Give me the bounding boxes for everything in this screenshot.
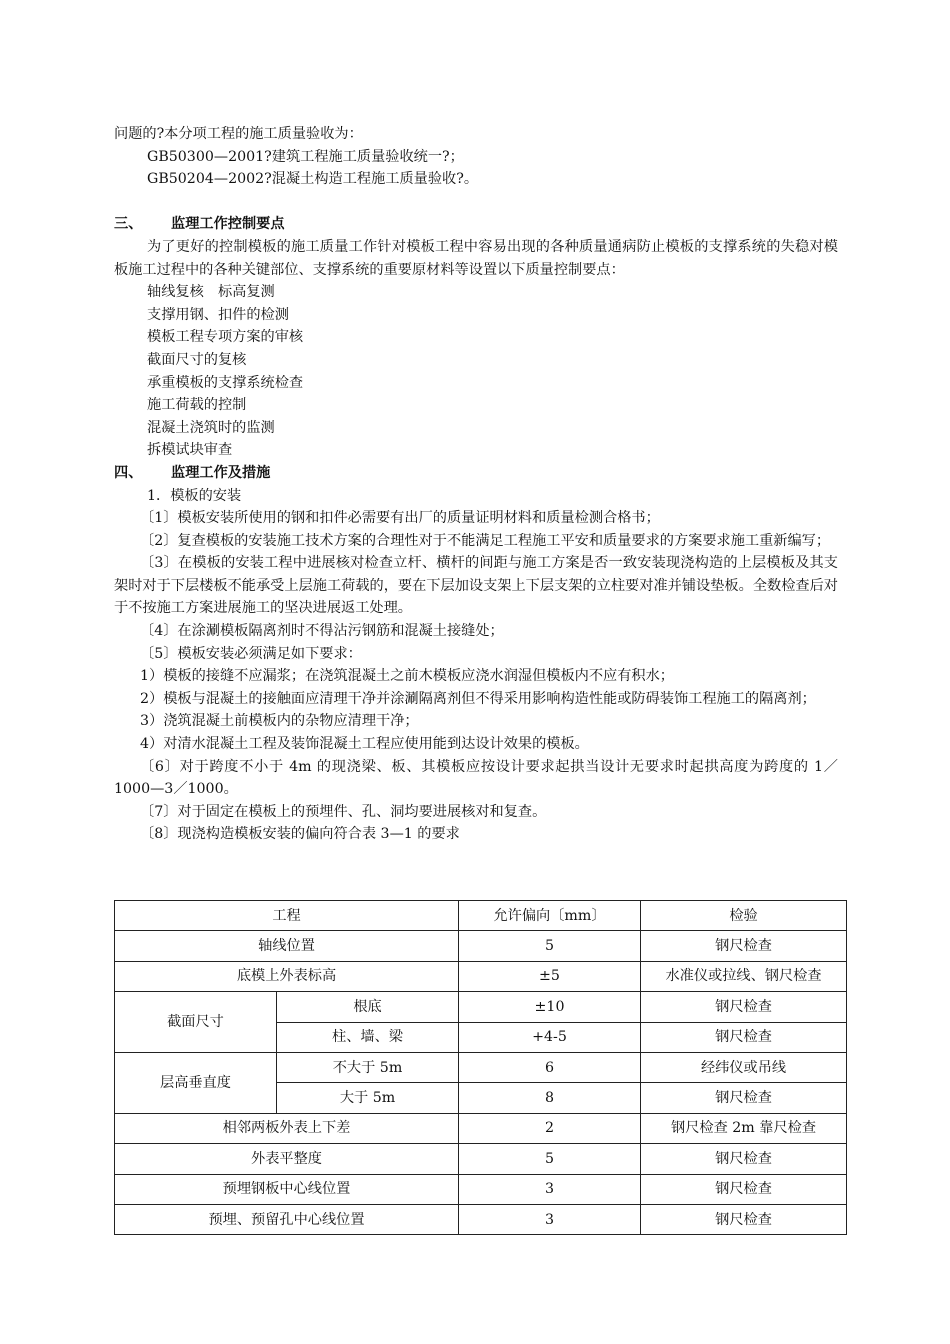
cell-check: 钢尺检查	[641, 1174, 847, 1204]
table-row	[115, 992, 847, 1022]
requirement-item: 3）浇筑混凝土前模板内的杂物应清理干净；	[140, 713, 419, 730]
tolerance-table	[114, 900, 847, 1235]
header-item: 工程	[115, 901, 459, 931]
table-row	[115, 1113, 847, 1143]
section-3-paragraph: 为了更好的控制模板的施工质量工作针对模板工程中容易出现的各种质量通病防止模板的支撑系统的失稳对模板施工过程中的各种关键部位、支撑系统的重要原材料等设置以下质量控制要点：	[114, 238, 838, 278]
cell-item: 预埋、预留孔中心线位置	[115, 1204, 459, 1234]
section-4-heading	[114, 462, 838, 485]
document-body	[114, 123, 838, 846]
cell-tolerance: 6	[459, 1052, 641, 1082]
cell-group: 层高垂直度	[115, 1052, 277, 1113]
measure-item: 〔3〕在模板的安装工程中进展核对检查立杆、横杆的间距与施工方案是否一致安装现浇构造的上层模板及其支架时对于下层楼板不能承受上层施工荷载的，要在下层加设支架上下层支架的立柱要对准并铺设垫板。全数检查后对于不按施工方案进展施工的坚决进展返工处理。	[114, 555, 838, 617]
measure-item: 〔4〕在涂涮模板隔离剂时不得沾污钢筋和混凝土接缝处；	[140, 623, 504, 640]
control-point: 承重模板的支撑系统检查	[147, 374, 304, 391]
section-4-number: 四、	[114, 464, 143, 481]
cell-sub-item: 柱、墙、梁	[277, 1022, 459, 1052]
header-tolerance: 允许偏向〔mm〕	[459, 901, 641, 931]
cell-tolerance: 2	[459, 1113, 641, 1143]
control-point: 拆模试块审查	[147, 442, 233, 459]
cell-item: 相邻两板外表上下差	[115, 1113, 459, 1143]
table-row	[115, 961, 847, 991]
cell-sub-item: 大于 5m	[277, 1083, 459, 1113]
section-3-heading	[114, 213, 838, 236]
cell-item: 轴线位置	[115, 931, 459, 961]
table-row	[115, 1052, 847, 1082]
cell-tolerance: +4-5	[459, 1022, 641, 1052]
requirement-item: 1）模板的接缝不应漏浆；在浇筑混凝土之前木模板应浇水润湿但模板内不应有积水；	[140, 668, 674, 685]
cell-check: 水准仪或拉线、钢尺检查	[641, 961, 847, 991]
table-header-row	[115, 901, 847, 931]
measure-item: 〔7〕对于固定在模板上的预埋件、孔、洞均要进展核对和复查。	[140, 803, 547, 820]
cell-check: 钢尺检查	[641, 1144, 847, 1174]
cell-group: 截面尺寸	[115, 992, 277, 1053]
cell-tolerance: 5	[459, 1144, 641, 1174]
table-row	[115, 931, 847, 961]
measure-item: 〔2〕复查模板的安装施工技术方案的合理性对于不能满足工程施工平安和质量要求的方案要求施工重新编写；	[140, 532, 831, 549]
control-point: 混凝土浇筑时的监测	[147, 419, 275, 436]
cell-check: 经纬仪或吊线	[641, 1052, 847, 1082]
table-row	[115, 1174, 847, 1204]
section-3-number: 三、	[114, 216, 143, 233]
cell-tolerance: 5	[459, 931, 641, 961]
cell-tolerance: 8	[459, 1083, 641, 1113]
cell-check: 钢尺检查	[641, 1022, 847, 1052]
cell-check: 钢尺检查 2m 靠尺检查	[641, 1113, 847, 1143]
control-point: 截面尺寸的复核	[147, 351, 247, 368]
table-row	[115, 1204, 847, 1234]
header-check: 检验	[641, 901, 847, 931]
measure-item: 〔6〕对于跨度不小于 4m 的现浇梁、板、其模板应按设计要求起拱当设计无要求时起拱高度为跨度的 1／1000—3／1000。	[114, 758, 838, 798]
cell-item: 底模上外表标高	[115, 961, 459, 991]
measure-item: 〔8〕现浇构造模板安装的偏向符合表 3—1 的要求	[140, 826, 460, 843]
intro-line: 问题的?本分项工程的施工质量验收为：	[114, 126, 363, 142]
requirement-item: 2）模板与混凝土的接触面应清理干净并涂涮隔离剂但不得采用影响构造性能或防碍装饰工程施工的隔离剂；	[140, 690, 816, 707]
cell-check: 钢尺检查	[641, 992, 847, 1022]
section-3-title: 监理工作控制要点	[171, 216, 285, 233]
cell-check: 钢尺检查	[641, 1204, 847, 1234]
standard-gb50300: GB50300—2001?建筑工程施工质量验收统一?；	[147, 148, 464, 165]
control-point: 轴线复核 标高复测	[147, 284, 275, 301]
table-row	[115, 1144, 847, 1174]
cell-check: 钢尺检查	[641, 1083, 847, 1113]
requirement-item: 4）对清水混凝土工程及装饰混凝土工程应使用能到达设计效果的模板。	[140, 736, 589, 753]
subsection-title: 1．模板的安装	[147, 487, 242, 504]
measure-item: 〔1〕模板安装所使用的钢和扣件必需要有出厂的质量证明材料和质量检测合格书；	[140, 510, 660, 527]
section-4-title: 监理工作及措施	[171, 464, 271, 481]
cell-item: 外表平整度	[115, 1144, 459, 1174]
standard-gb50204: GB50204—2002?混凝土构造工程施工质量验收?。	[147, 171, 479, 188]
cell-tolerance: 3	[459, 1174, 641, 1204]
control-point: 施工荷载的控制	[147, 397, 247, 414]
cell-check: 钢尺检查	[641, 931, 847, 961]
control-point: 支撑用钢、扣件的检测	[147, 306, 289, 323]
cell-tolerance: ±10	[459, 992, 641, 1022]
cell-tolerance: ±5	[459, 961, 641, 991]
cell-sub-item: 不大于 5m	[277, 1052, 459, 1082]
cell-sub-item: 根底	[277, 992, 459, 1022]
control-point: 模板工程专项方案的审核	[147, 329, 304, 346]
cell-tolerance: 3	[459, 1204, 641, 1234]
measure-item: 〔5〕模板安装必须满足如下要求：	[140, 645, 362, 662]
cell-item: 预埋钢板中心线位置	[115, 1174, 459, 1204]
